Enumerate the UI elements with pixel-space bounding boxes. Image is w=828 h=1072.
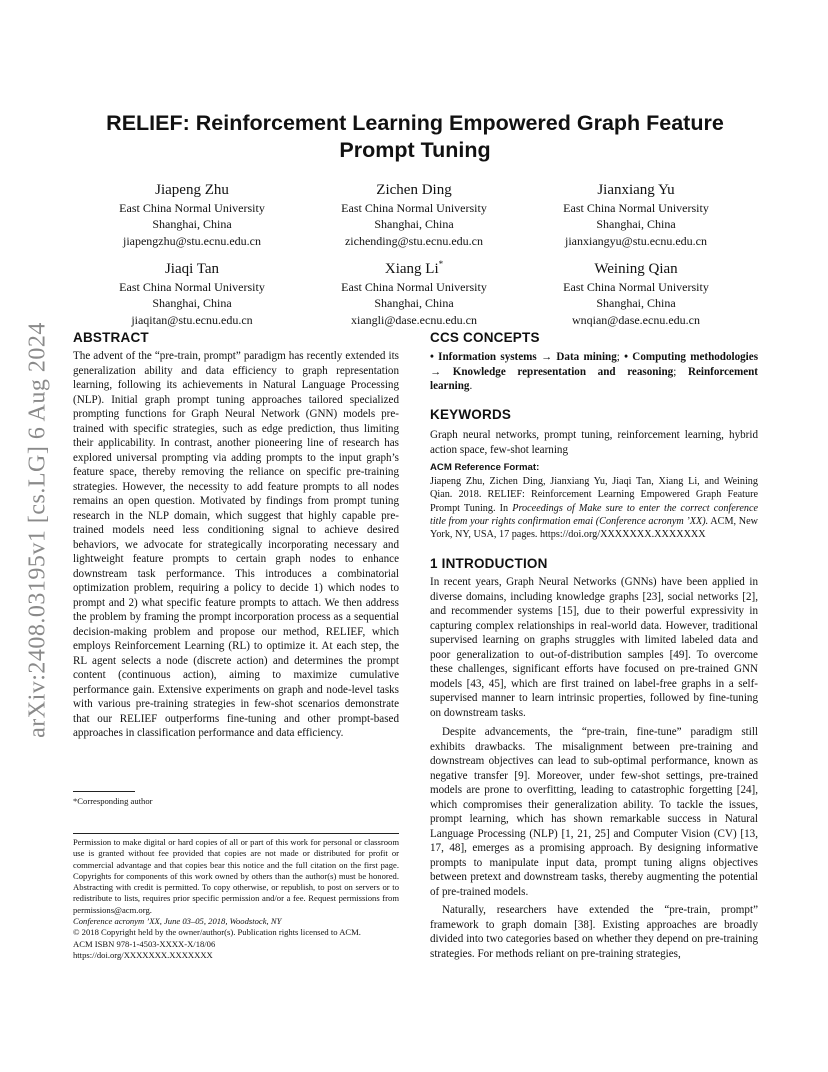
acm-reference-text [430,475,758,541]
ccs-item: • Computing methodologies → Knowledge representation and reasoning [430,351,759,378]
ccs-separator: ; [673,365,688,378]
author-location: Shanghai, China [374,217,454,232]
arxiv-identifier: arXiv:2408.03195v1 [cs.LG] 6 Aug 2024 [24,322,51,738]
author-name: Weining Qian [594,261,678,277]
author-name: Jiapeng Zhu [155,182,229,198]
author-location: Shanghai, China [152,296,232,311]
author-affiliation: East China Normal University [341,201,487,215]
acm-reference-tail: ACM, New York, NY, USA, 17 pages. https://doi.org/XXXXXXX.XXXXXXX [430,515,758,541]
acm-reference-authors: Jiapeng Zhu, Zichen Ding, Jianxiang Yu, Jiaqi Tan, Xiang Li, and Weining Qian. 2018. RELIEF: Reinforcement Learning Empowered Graph Feature Prompt Tuning. In [430,476,758,514]
permission-rule [73,833,399,834]
abstract-text: The advent of the “pre-train, prompt” paradigm has recently extended its generalization ability and data efficiency to graph representation learning, following its achievements in Natural Language Processing (NLP). Initial graph prompt tuning approaches tailored specialized prompting functions for Graph Neural Network (GNN) models pre-trained with specific strategies, such as edge prediction, thus limiting their applicability. In contrast, another pioneering line of research has explored universal prompting via adding prompts to the input graph’s feature space, thereby removing the reliance on specific pre-training strategies. However, the necessity to add feature prompts to all nodes remains an open question. Motivated by findings from prompt tuning research in the NLP domain, which suggest that highly capable pre-trained models need less conditioning signal to achieve desired behaviors, we advocate for strategically incorporating necessary and lightweight feature prompts to certain graph nodes to enhance downstream task performance. This introduces a combinatorial optimization problem, requiring a policy to decide 1) which nodes to prompt and 2) what specific feature prompts to attach. We then address the problem by framing the prompt incorporation process as a sequential decision-making problem and propose our method, RELIEF, which employs Reinforcement Learning (RL) to optimize it. At each step, the RL agent selects a node (discrete action) and determines the prompt content (continuous action), aiming to maximize cumulative performance gain. Extensive experiments on graph and node-level tasks with various pre-training strategies in few-shot scenarios demonstrate that our RELIEF outperforms fine-tuning and other prompt-based approaches in classification performance and data efficiency. [73,350,399,739]
intro-paragraph: Naturally, researchers have extended the “pre-train, prompt” framework to graph domain [38]. Existing approaches are broadly divided into two categories based on whether they depend on pre-training strategies. For methods reliant on pre-training strategies, [430,904,758,960]
abstract-heading: ABSTRACT [73,330,149,345]
ccs-item: • Information systems → Data mining [430,351,617,363]
author-name: Jiaqi Tan [164,261,220,277]
ccs-text [430,350,758,394]
author-email: jiapengzhu@stu.ecnu.edu.cn [122,233,261,248]
author-location: Shanghai, China [152,217,232,232]
ccs-heading: CCS CONCEPTS [430,330,540,345]
author-name: Zichen Ding [376,182,452,198]
intro-paragraph: In recent years, Graph Neural Networks (GNNs) have been applied in diverse domains, including knowledge graphs [23], social networks [2], and recommender systems [15], due to their powerful expressivity in capturing complex relationships in real-world data. However, traditional supervised learning on graphs struggles with limited labeled data and poor generalization to out-of-distribution samples [49]. To overcome these challenges, significant efforts have focused on pre-trained GNN models [43, 45], which are first trained on label-free graphs in a self-supervised manner to learn intrinsic properties, followed by fine-tuning on downstream tasks. [430,576,758,719]
author-email: xiangli@dase.ecnu.edu.cn [350,312,477,327]
author-email: wnqian@dase.ecnu.edu.cn [571,312,700,327]
copyright-line: © 2018 Copyright held by the owner/author(s). Publication rights licensed to ACM. [73,927,361,938]
ccs-item: Reinforcement learning [430,365,758,392]
author-block [294,175,534,249]
author-block [72,175,312,249]
author-block [72,254,312,328]
paper-title: RELIEF: Reinforcement Learning Empowered Graph Feature Prompt Tuning [106,111,724,162]
author-email: zichending@stu.ecnu.edu.cn [344,233,483,248]
corresponding-author-footnote: *Corresponding author [73,796,153,806]
footnote-rule [73,791,135,792]
author-affiliation: East China Normal University [563,280,709,294]
acm-reference-label: ACM Reference Format: [430,462,540,473]
intro-paragraph: Despite advancements, the “pre-train, fine-tune” paradigm still exhibits drawbacks. The misalignment between pre-training and downstream objectives can lead to sub-optimal performance, known as negative transfer [9]. Moreover, under few-shot settings, pre-trained models are prone to overfitting, leading to catastrophic forgetting [24], which compromises their generalization ability. To tackle the issues, prompt learning, which has shown remarkable success in Natural Language Processing (NLP) [1, 21, 25] and Computer Vision (CV) [13, 17, 48], emerges as a promising approach. By designing informative prompts to manipulate input data, prompt tuning aligns objectives between pretext and downstream tasks, thereby augmenting the potential of pre-trained models. [430,726,758,898]
author-name: Xiang Li [384,261,439,277]
author-block [516,254,756,328]
ccs-separator: ; [616,351,625,363]
ccs-end: . [469,380,473,392]
author-location: Shanghai, China [374,296,454,311]
keywords-heading: KEYWORDS [430,407,512,422]
author-email: jianxiangyu@stu.ecnu.edu.cn [564,233,707,248]
author-affiliation: East China Normal University [563,201,709,215]
isbn-line: ACM ISBN 978-1-4503-XXXX-X/18/06 [73,938,216,949]
author-affiliation: East China Normal University [119,201,265,215]
permission-block [73,837,399,961]
author-affiliation: East China Normal University [341,280,487,294]
author-mark: * [438,259,444,269]
doi-line: https://doi.org/XXXXXXX.XXXXXXX [73,949,213,960]
author-block [294,254,534,328]
conference-line: Conference acronym ’XX, June 03–05, 2018, Woodstock, NY [73,916,282,927]
author-name: Jianxiang Yu [597,182,675,198]
introduction-heading: 1 INTRODUCTION [430,556,548,571]
permission-text: Permission to make digital or hard copies of all or part of this work for personal or classroom use is granted without fee provided that copies are not made or distributed for profit or commercial advantage and that copies bear this notice and the full citation on the first page. Copyrights for components of this work owned by others than the author(s) must be honored. Abstracting with credit is permitted. To copy otherwise, or republish, to post on servers or to redistribute to lists, requires prior specific permission and/or a fee. Request permissions from permissions@acm.org. [73,837,399,915]
author-block [516,175,756,249]
acm-reference-venue: Proceedings of Make sure to enter the correct conference title from your rights confirmation emai (Conference acronym ’XX). [430,502,759,527]
author-location: Shanghai, China [596,296,676,311]
author-email: jiaqitan@stu.ecnu.edu.cn [131,312,253,327]
author-location: Shanghai, China [596,217,676,232]
keywords-text: Graph neural networks, prompt tuning, reinforcement learning, hybrid action space, few-shot learning [430,429,758,456]
author-affiliation: East China Normal University [119,280,265,294]
